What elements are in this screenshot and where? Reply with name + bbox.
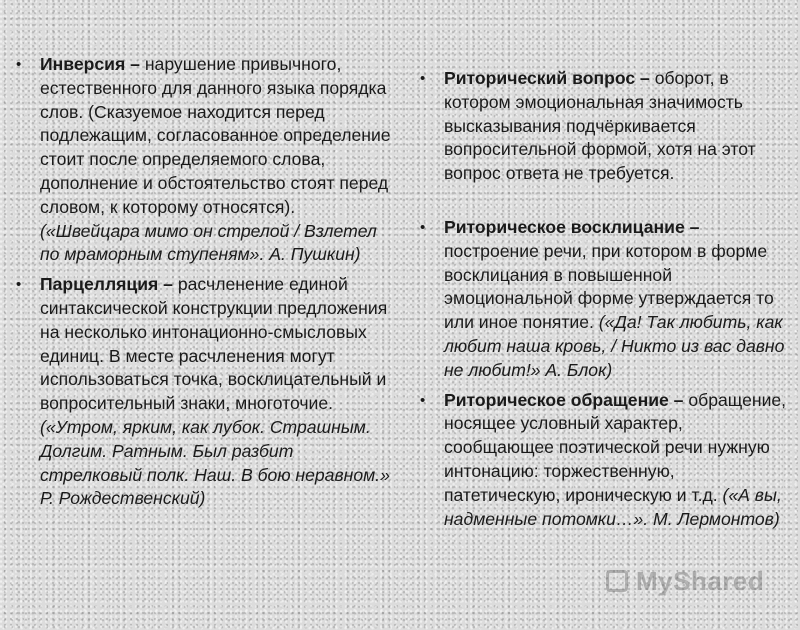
bullet: • (420, 218, 426, 236)
bullet: • (16, 56, 22, 73)
definition-rhetorical-question (418, 67, 794, 186)
example-text: («А вы, надменные потомки…». М. Лермонтов) (444, 484, 782, 529)
term-rhetorical-exclamation: Риторическое восклицание – (444, 216, 700, 237)
watermark-text: MyShared (636, 566, 765, 596)
definition-text: оборот, в котором эмоциональная значимость высказывания подчёркивается вопросительной формой, хотя на этот вопрос ответа не требуется. (444, 68, 756, 184)
bullet: • (16, 276, 22, 294)
example-text: («Утром, ярким, как лубок. Страшным. Долгим. Ратным. Был разбит стрелковый полк. Наш. В бою неравном.» Р. Рождественский) (40, 416, 390, 509)
term-parcellation: Парцелляция – (40, 274, 173, 295)
term-inversion: Инверсия – (40, 54, 140, 74)
presentation-icon (606, 570, 628, 592)
watermark-logo (606, 566, 764, 597)
example-text: («Швейцара мимо он стрелой / Взлетел по мраморным ступеням». А. Пушкин) (40, 220, 377, 265)
definition-rhetorical-address (418, 389, 794, 532)
bullet: • (420, 70, 426, 87)
left-column (14, 53, 392, 511)
definition-text: нарушение привычного, естественного для данного языка порядка слов. (Сказуемое находится перед подлежащим, согласованное определение стоит после определяемого слова, дополнение и обстоятельство стоят перед словом, к которому относятся). (40, 54, 391, 217)
definition-parcellation (14, 273, 392, 511)
example-text: («Да! Так любить, как любит наша кровь, / Никто из вас давно не любит!» А. Блок) (444, 312, 785, 380)
term-rhetorical-question: Риторический вопрос – (444, 68, 650, 88)
definition-rhetorical-exclamation (418, 216, 794, 383)
right-column (418, 67, 794, 531)
bullet: • (420, 391, 426, 409)
definition-text: обращение, носящее условный характер, сообщающее поэтической речи нужную интонацию: торжественную, патетическую, ироническую и т.д. (444, 389, 787, 505)
definition-text: построение речи, при котором в форме восклицания в повышенной эмоциональной форме утверждается то или иное понятие. (444, 240, 774, 333)
term-rhetorical-address: Риторическое обращение – (444, 389, 684, 410)
definition-text: расчленение единой синтаксической конструкции предложения на несколько интонационно-смысловых единиц. В месте расчленения могут использоваться точка, восклицательный и вопросительный знаки, многоточие. (40, 274, 388, 414)
definition-inversion (14, 53, 392, 267)
